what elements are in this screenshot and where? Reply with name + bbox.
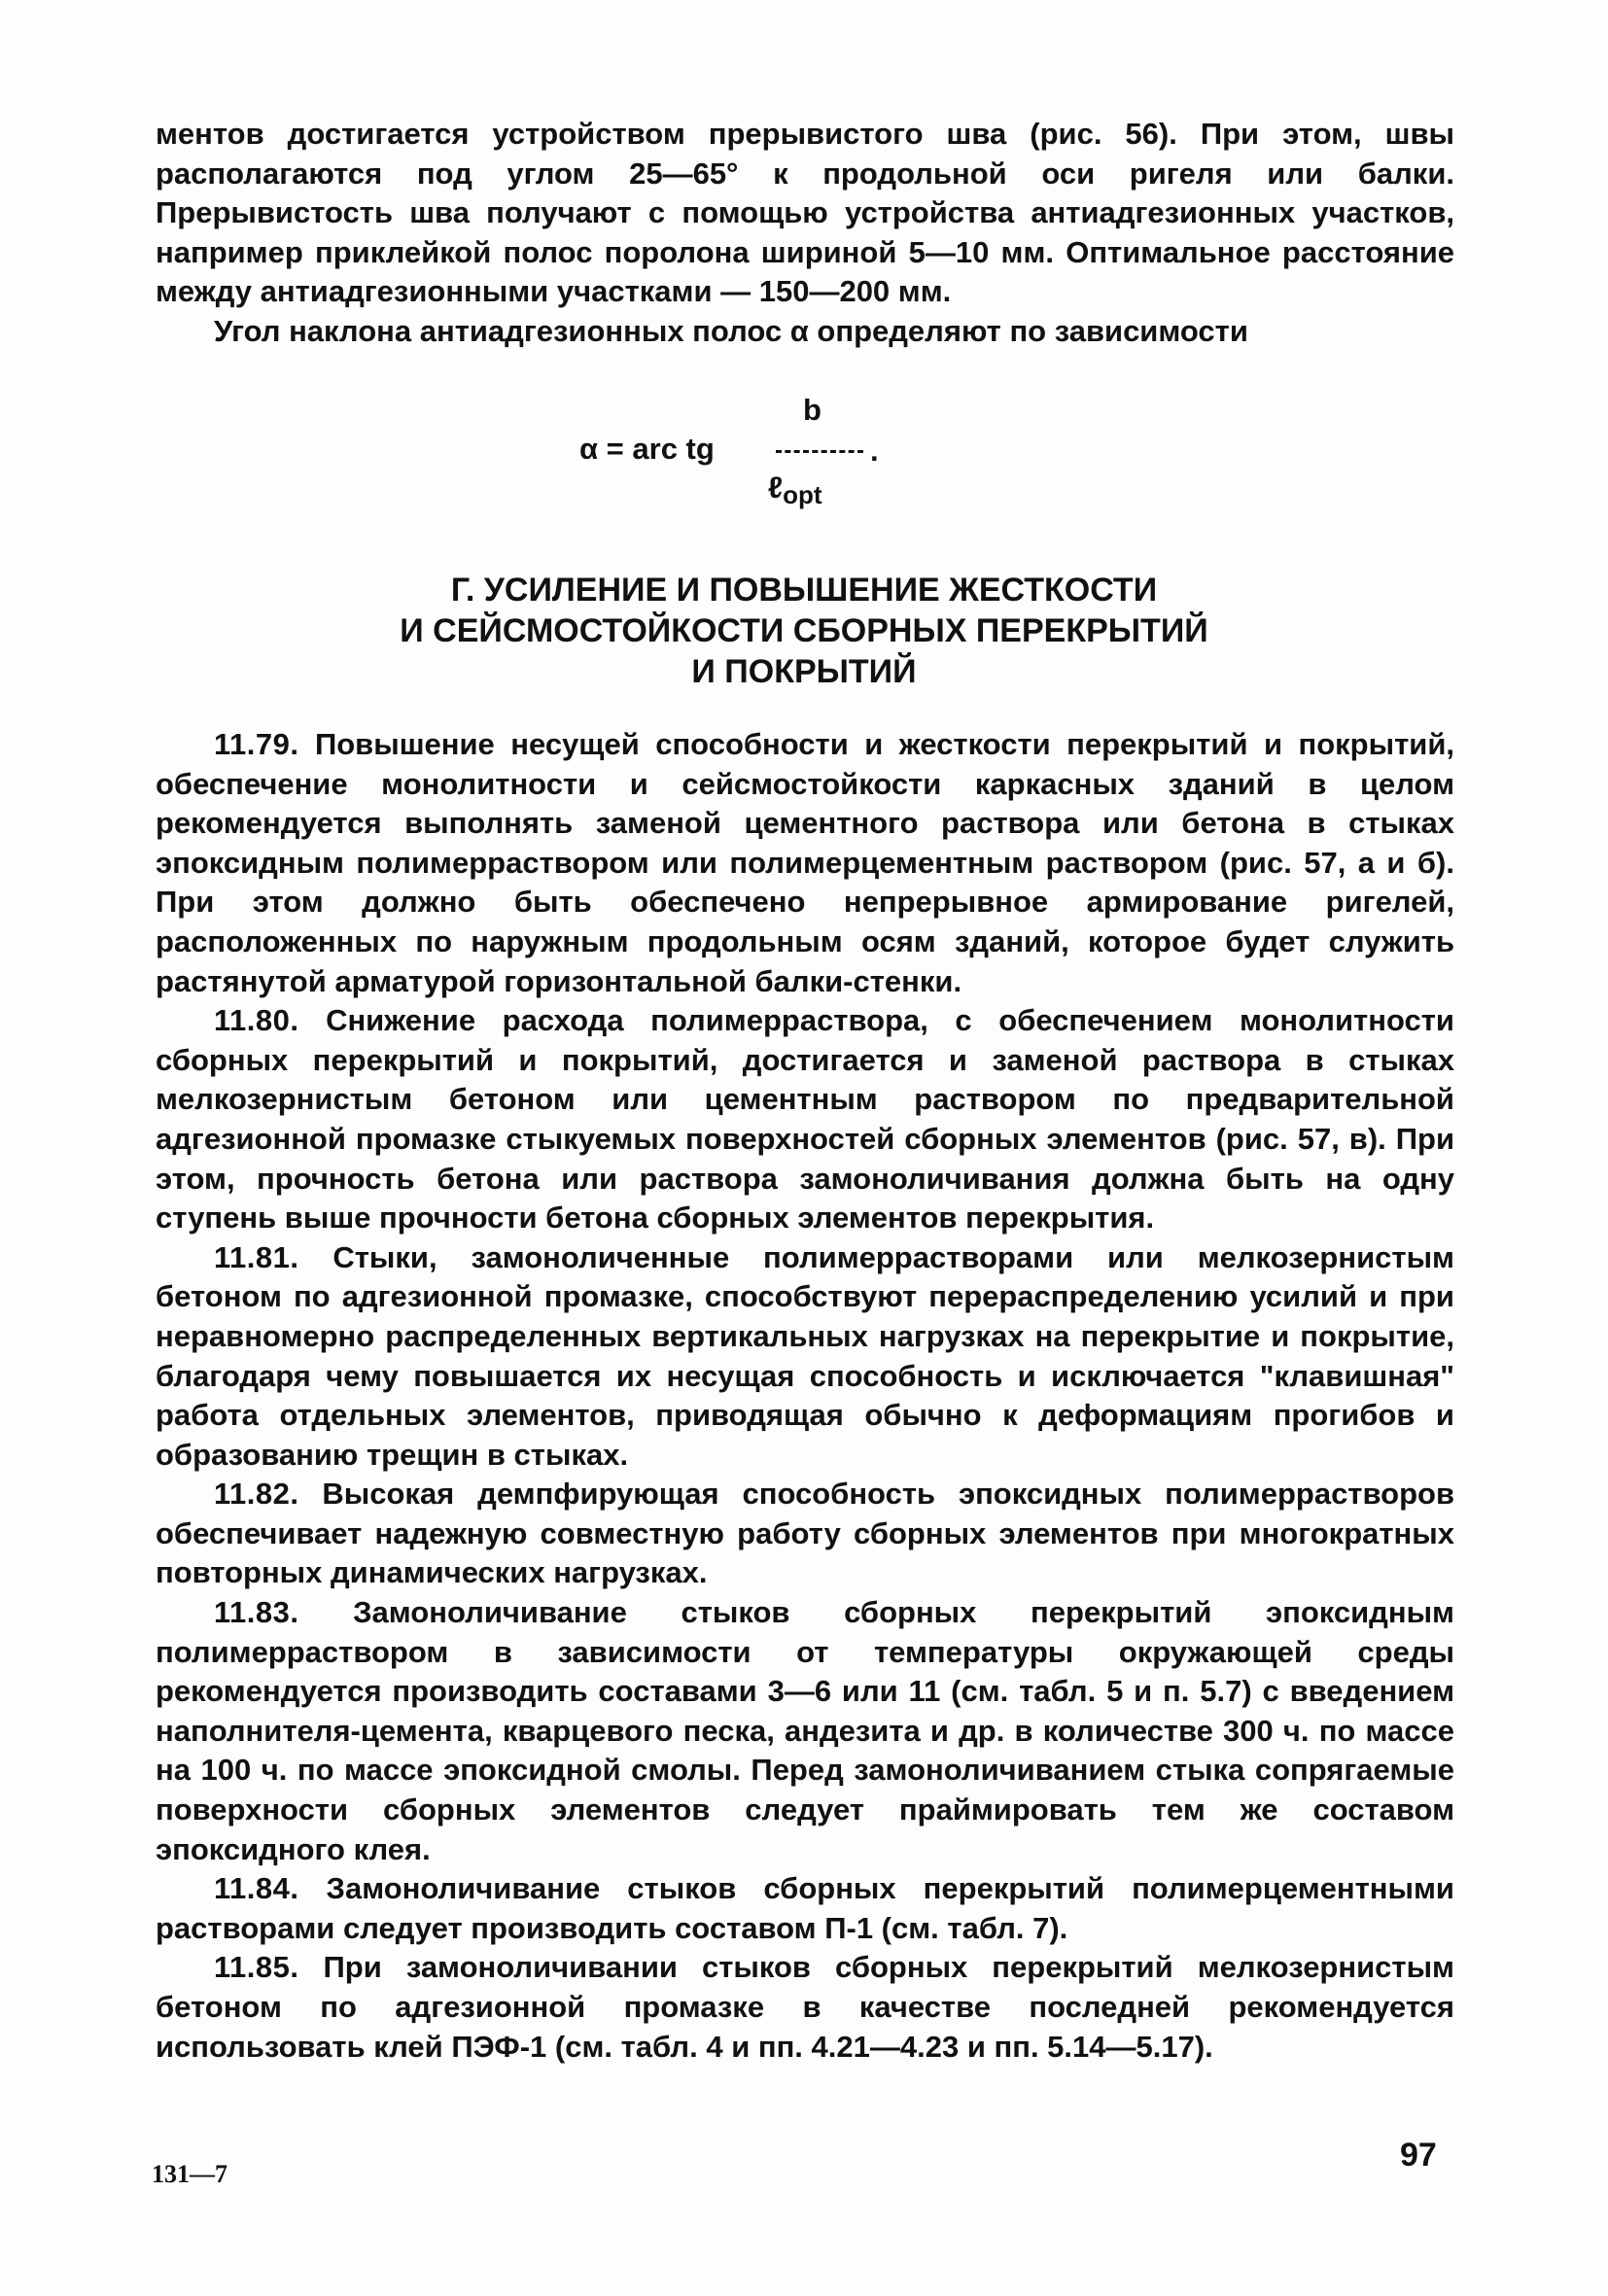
- angle-formula: [0, 377, 1608, 513]
- denominator-symbol: ℓ: [768, 470, 784, 504]
- sections-block: [156, 725, 1454, 2067]
- heading-line-1: Г. УСИЛЕНИЕ И ПОВЫШЕНИЕ ЖЕСТКОСТИ: [450, 572, 1158, 609]
- signature-mark: 131—7: [152, 2160, 227, 2188]
- section-number: 11.81.: [214, 1239, 299, 1274]
- formula-numerator: b: [803, 393, 821, 427]
- denominator-subscript: opt: [783, 480, 822, 509]
- fraction-bar: [776, 450, 863, 453]
- section-text: Замоноличивание стыков сборных перекрытий полимерцементными растворами следует производить составом П-1 (см. табл. 7).: [156, 1871, 1454, 1945]
- section-11-81: [156, 1238, 1454, 1476]
- section-number: 11.79.: [214, 727, 299, 761]
- section-heading: [0, 570, 1608, 692]
- section-number: 11.85.: [214, 1950, 299, 1985]
- heading-line-3: И ПОКРЫТИЙ: [691, 653, 917, 690]
- section-11-84: [156, 1869, 1454, 1948]
- heading-line-2: И СЕЙСМОСТОЙКОСТИ СБОРНЫХ ПЕРЕКРЫТИЙ: [400, 612, 1208, 649]
- section-text: Повышение несущей способности и жесткости перекрытий и покрытий, обеспечение монолитности и сейсмостойкости каркасных зданий в целом рекомендуется выполнять заменой цементного раствора или бетона в стыках эпоксидным полимерраствором или полимерцементным раствором (рис. 57, а и б). При этом должно быть обеспечено непрерывное армирование ригелей, расположенных по наружным продольным осям зданий, которое будет служить растянутой арматурой горизонтальной балки-стенки.: [156, 727, 1454, 998]
- section-number: 11.80.: [214, 1003, 299, 1038]
- formula-end: .: [870, 434, 879, 468]
- section-text: Снижение расхода полимерраствора, с обеспечением монолитности сборных перекрытий и покрытий, достигается и заменой раствора в стыках мелкозернистым бетоном или цементным раствором по предварительной адгезионной промазке стыкуемых поверхностей сборных элементов (рис. 57, в). При этом, прочность бетона или раствора замоноличивания должна быть на одну ступень выше прочности бетона сборных элементов перекрытия.: [156, 1003, 1454, 1235]
- formula-intro-paragraph: Угол наклона антиадгезионных полос α определяют по зависимости: [214, 313, 1248, 348]
- section-11-82: [156, 1475, 1454, 1593]
- section-number: 11.82.: [214, 1477, 299, 1512]
- formula-lhs: α = arc tg: [579, 432, 715, 466]
- section-11-80: [156, 1001, 1454, 1238]
- section-11-85: [156, 1948, 1454, 2067]
- formula-denominator: [768, 470, 822, 510]
- section-text: Стыки, замоноличенные полимеррастворами или мелкозернистым бетоном по адгезионной промазке, способствуют перераспределению усилий и при неравномерно распределенных вертикальных нагрузках на перекрытие и покрытие, благодаря чему повышается их несущая способность и исключается "клавишная" работа отдельных элементов, приводящая обычно к деформациям прогибов и образованию трещин в стыках.: [156, 1239, 1454, 1472]
- section-text: При замоноличивании стыков сборных перекрытий мелкозернистым бетоном по адгезионной промазке в качестве последней рекомендуется использовать клей ПЭФ-1 (см. табл. 4 и пп. 4.21—4.23 и пп. 5.14—5.17).: [156, 1950, 1454, 2064]
- section-text: Замоноличивание стыков сборных перекрытий эпоксидным полимерраствором в зависимости от температуры окружающей среды рекомендуется производить составами 3—6 или 11 (см. табл. 5 и п. 5.7) с введением наполнителя-цемента, кварцевого песка, андезита и др. в количестве 300 ч. по массе на 100 ч. по массе эпоксидной смолы. Перед замоноличиванием стыка сопрягаемые поверхности сборных элементов следует праймировать тем же составом эпоксидного клея.: [156, 1595, 1454, 1866]
- section-11-79: [156, 725, 1454, 1001]
- section-number: 11.84.: [214, 1871, 299, 1906]
- intro-paragraph: ментов достигается устройством прерывистого шва (рис. 56). При этом, швы располагаются под углом 25—65° к продольной оси ригеля или балки. Прерывистость шва получают с помощью устройства антиадгезионных участков, например приклейкой полос поролона шириной 5—10 мм. Оптимальное расстояние между антиадгезионными участками — 150—200 мм.: [156, 117, 1454, 309]
- section-text: Высокая демпфирующая способность эпоксидных полимеррастворов обеспечивает надежную совместную работу сборных элементов при многократных повторных динамических нагрузках.: [156, 1477, 1455, 1590]
- section-11-83: [156, 1593, 1454, 1869]
- section-number: 11.83.: [214, 1595, 299, 1630]
- intro-block: [156, 115, 1454, 352]
- page-number: 97: [1400, 2137, 1437, 2174]
